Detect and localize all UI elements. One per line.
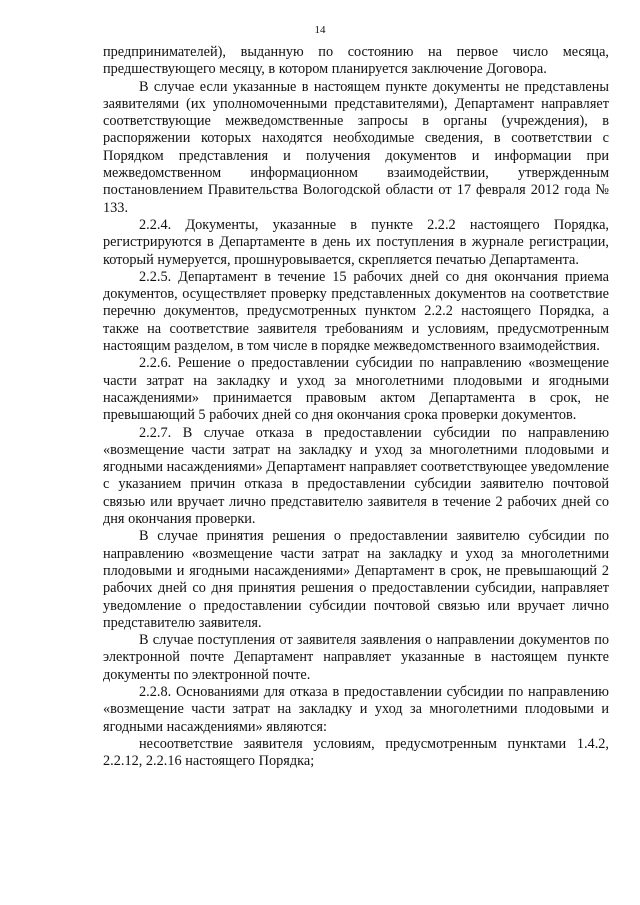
page-number: 14: [314, 24, 326, 36]
paragraph-refusal-ground: несоответствие заявителя условиям, предусмотренным пунктами 1.4.2, 2.2.12, 2.2.16 настоящего Порядка;: [103, 735, 609, 770]
document-body: [103, 44, 609, 770]
paragraph-2-2-8: 2.2.8. Основаниями для отказа в предоставлении субсидии по направлению «возмещение части затрат на закладку и уход за многолетними плодовыми и ягодными насаждениями» являются:: [103, 683, 609, 735]
paragraph-interagency-requests: В случае если указанные в настоящем пункте документы не представлены заявителями (их уполномоченными представителями), Департамент направляет соответствующие межведомственные запросы в органы (учреждения), в распоряжении которых находятся необходимые сведения, в соответствии с Порядком представления и получения документов и информации при межведомственном информационном взаимодействии, утвержденным постановлением Правительства Вологодской области от 17 февраля 2012 года № 133.: [103, 78, 609, 216]
paragraph-continuation: предпринимателей), выданную по состоянию на первое число месяца, предшествующего месяцу, в котором планируется заключение Договора.: [103, 44, 609, 78]
paragraph-2-2-5: 2.2.5. Департамент в течение 15 рабочих дней со дня окончания приема документов, осуществляет проверку представленных документов на соответствие перечню документов, предусмотренных пунктом 2.2.2 настоящего Порядка, а также на соответствие заявителя требованиям и условиям, предусмотренным настоящим разделом, в том числе в порядке межведомственного взаимодействия.: [103, 268, 609, 355]
paragraph-email-delivery: В случае поступления от заявителя заявления о направлении документов по электронной почте Департамент направляет указанные в настоящем пункте документы по электронной почте.: [103, 632, 609, 683]
paragraph-2-2-4: 2.2.4. Документы, указанные в пункте 2.2.2 настоящего Порядка, регистрируются в Департаменте в день их поступления в журнале регистрации, который нумеруется, прошнуровывается, скрепляется печатью Департамента.: [103, 216, 609, 268]
paragraph-decision-notice: В случае принятия решения о предоставлении заявителю субсидии по направлению «возмещение части затрат на закладку и уход за многолетними плодовыми и ягодными насаждениями» Департамент в срок, не превышающий 2 рабочих дней со дня принятия решения о предоставлении субсидии, направляет уведомление о предоставлении субсидии почтовой связью или вручает лично представителю заявителя.: [103, 528, 609, 631]
paragraph-2-2-7: 2.2.7. В случае отказа в предоставлении субсидии по направлению «возмещение части затрат на закладку и уход за многолетними плодовыми и ягодными насаждениями» Департамент направляет соответствующее уведомление с указанием причин отказа в предоставлении субсидии заявителю почтовой связью или вручает лично представителю заявителя в течение 2 рабочих дней со дня окончания проверки.: [103, 424, 609, 528]
paragraph-2-2-6: 2.2.6. Решение о предоставлении субсидии по направлению «возмещение части затрат на закладку и уход за многолетними плодовыми и ягодными насаждениями» принимается правовым актом Департамента в срок, не превышающий 5 рабочих дней со дня окончания срока проверки документов.: [103, 355, 609, 424]
